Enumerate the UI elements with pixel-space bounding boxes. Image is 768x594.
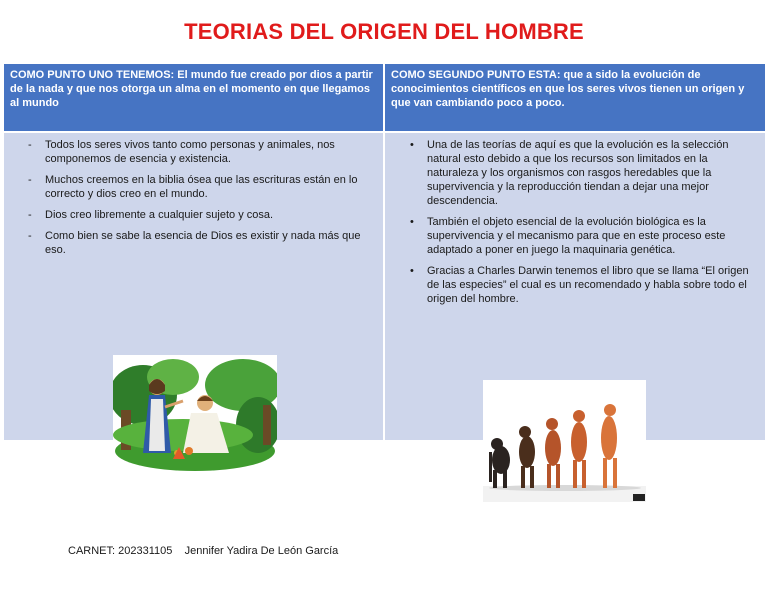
- list-item-text: Una de las teorías de aquí es que la evolución es la selección natural esto debido a que los recursos son limitados en la naturaleza y los organismos con rasgos heredables que la supervivencia y la reproducción tiendan a dejar una mejor descendencia.: [427, 139, 729, 207]
- bullet-marker: •: [410, 139, 414, 151]
- list-item: [4, 208, 383, 222]
- evolution-illustration-svg: [483, 380, 646, 502]
- bullet-marker: •: [410, 216, 414, 228]
- column-body-creation: [4, 133, 383, 440]
- list-item-text: También el objeto esencial de la evolución biológica es la supervivencia y el mecanismo para que en este proceso este adaptado a poner en juego la maquinaria genética.: [427, 216, 726, 256]
- evolution-illustration: [483, 380, 646, 502]
- list-item: [385, 264, 765, 306]
- list-item: [4, 229, 383, 257]
- list-item-text: Como bien se sabe la esencia de Dios es existir y nada más que eso.: [45, 230, 361, 256]
- bullet-marker: •: [410, 265, 414, 277]
- dash-marker: -: [28, 174, 32, 186]
- dash-marker: -: [28, 230, 32, 242]
- footer-carnet: CARNET: 202331105 Jennifer Yadira De León García: [68, 545, 339, 557]
- list-item: [385, 215, 765, 257]
- column-header-creation: COMO PUNTO UNO TENEMOS: El mundo fue creado por dios a partir de la nada y que nos otorga un alma en el momento en que llegamos al mundo: [4, 64, 383, 131]
- list-item-text: Todos los seres vivos tanto como personas y animales, nos componemos de esencia y existencia.: [45, 139, 335, 165]
- list-item-text: Dios creo libremente a cualquier sujeto y cosa.: [45, 209, 274, 221]
- list-item: [385, 138, 765, 208]
- evolution-list: [385, 138, 765, 306]
- comparison-table: [4, 64, 765, 440]
- column-header-evolution: COMO SEGUNDO PUNTO ESTA: que a sido la evolución de conocimientos científicos en que los seres vivos tienen un origen y que van cambiando poco a poco.: [385, 64, 765, 131]
- column-body-evolution: [385, 133, 765, 440]
- creation-illustration-svg: [113, 355, 277, 472]
- list-item-text: Muchos creemos en la biblia ósea que las escrituras están en lo correcto y dios creo en el mundo.: [45, 174, 358, 200]
- dash-marker: -: [28, 139, 32, 151]
- dash-marker: -: [28, 209, 32, 221]
- list-item: [4, 173, 383, 201]
- list-item-text: Gracias a Charles Darwin tenemos el libro que se llama “El origen de las especies” el cual es un recomendado y habla sobre todo el origen del hombre.: [427, 265, 749, 305]
- list-item: [4, 138, 383, 166]
- page-title: TEORIAS DEL ORIGEN DEL HOMBRE: [184, 19, 584, 44]
- creation-illustration: [113, 355, 277, 472]
- creation-list: [4, 138, 383, 257]
